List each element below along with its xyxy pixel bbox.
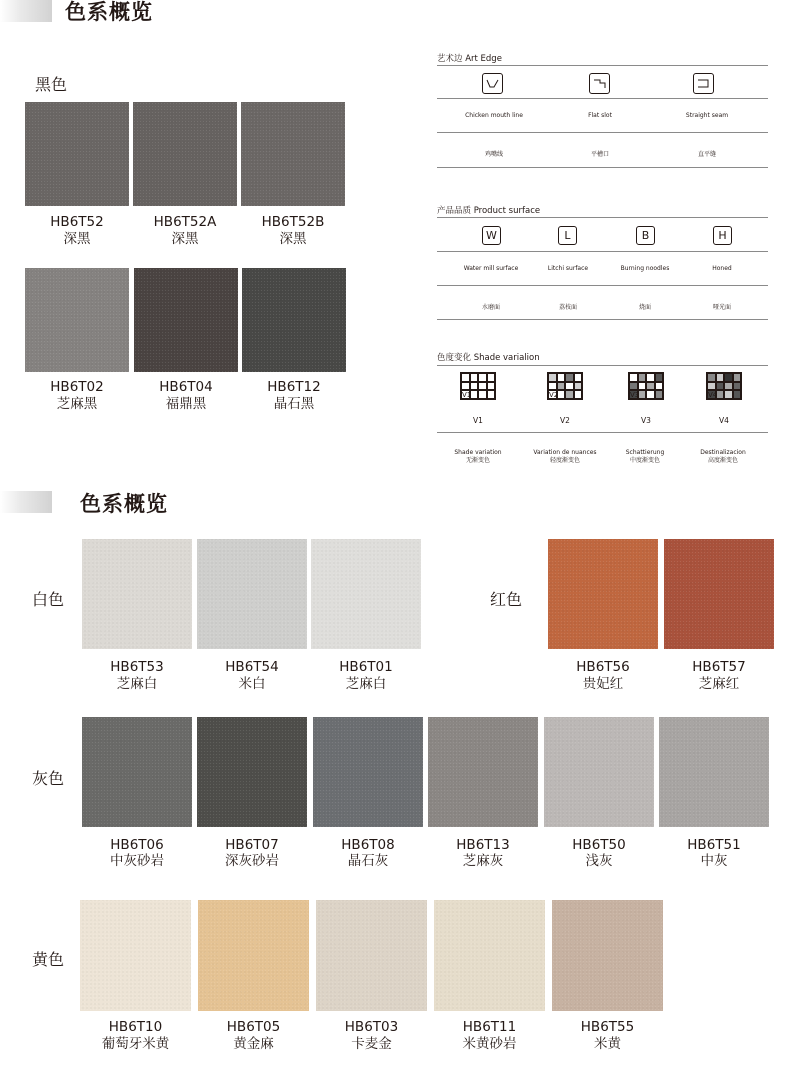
tile-swatch: [548, 539, 658, 649]
surface-zh: 水磨面: [481, 304, 500, 311]
shade-code: V2: [560, 416, 570, 425]
tile-code: HB6T53: [110, 659, 164, 675]
tile-swatch: [664, 539, 774, 649]
tile-code: HB6T50: [572, 837, 626, 853]
tile-name: 深黑: [279, 231, 307, 247]
tile-code: HB6T56: [576, 659, 630, 675]
tile-swatch: [552, 900, 663, 1011]
art-edge-zh: 平槽口: [590, 151, 609, 158]
art-edge-en: Chicken mouth line: [465, 112, 523, 119]
art-edge-en: Flat slot: [588, 112, 612, 119]
tile-code: HB6T13: [456, 837, 510, 853]
shade-desc: Schattierung 中度渐变色: [625, 449, 665, 464]
tile-name: 深黑: [171, 231, 199, 247]
tile-name: 米白: [238, 676, 266, 692]
tile-name: 中灰: [700, 853, 728, 869]
art-edge-zh: 直平缝: [697, 151, 716, 158]
tile-name: 芝麻白: [345, 676, 387, 692]
tile-code: HB6T54: [225, 659, 279, 675]
chicken-mouth-icon: [482, 73, 503, 94]
tile-swatch: [134, 268, 238, 372]
tile-swatch: [197, 717, 307, 827]
surface-w-icon: W: [482, 226, 501, 245]
divider: [437, 98, 768, 99]
surface-h-icon: H: [713, 226, 732, 245]
tile-code: HB6T10: [108, 1019, 163, 1035]
surface-b-icon: B: [636, 226, 655, 245]
tile-code: HB6T07: [225, 837, 279, 853]
tile-swatch: [316, 900, 427, 1011]
shade-code: V1: [473, 416, 483, 425]
tile-swatch: [241, 102, 345, 206]
tile-code: HB6T57: [692, 659, 746, 675]
art-edge-heading: 艺术边 Art Edge: [437, 54, 502, 64]
divider: [437, 251, 768, 252]
surface-l-icon: L: [558, 226, 577, 245]
straight-seam-icon: [693, 73, 714, 94]
tile-name: 中灰砂岩: [110, 853, 164, 869]
tile-name: 米黄砂岩: [462, 1036, 517, 1052]
tile-name: 芝麻红: [698, 676, 740, 692]
tile-code: HB6T08: [341, 837, 395, 853]
tile-name: 晶石灰: [347, 853, 389, 869]
shade-code: V4: [719, 416, 729, 425]
tile-swatch: [80, 900, 191, 1011]
tile-swatch: [434, 900, 545, 1011]
divider: [437, 285, 768, 286]
tile-code: HB6T52A: [153, 214, 217, 230]
tile-name: 芝麻白: [116, 676, 158, 692]
divider: [437, 132, 768, 133]
shade-v4-icon: V4: [706, 372, 742, 400]
shade-desc: Destinalizacion 高度渐变色: [700, 449, 746, 464]
tile-name: 深灰砂岩: [225, 853, 279, 869]
divider: [437, 217, 768, 218]
tile-name: 卡麦金: [351, 1036, 392, 1052]
shade-desc: Variation de nuances 轻度渐变色: [533, 449, 597, 464]
tile-code: HB6T05: [226, 1019, 281, 1035]
tile-code: HB6T02: [50, 379, 104, 395]
tile-swatch: [25, 268, 129, 372]
tile-swatch: [428, 717, 538, 827]
section-header-bar: [0, 0, 52, 22]
tile-name: 浅灰: [585, 853, 613, 869]
tile-code: HB6T11: [462, 1019, 517, 1035]
tile-swatch: [659, 717, 769, 827]
tile-name: 晶石黑: [273, 396, 315, 412]
color-group-label-black: 黑色: [35, 75, 68, 94]
tile-code: HB6T04: [159, 379, 213, 395]
product-surface-heading: 产品品质 Product surface: [437, 206, 541, 216]
tile-name: 深黑: [63, 231, 91, 247]
tile-code: HB6T52B: [261, 214, 325, 230]
tile-name: 芝麻灰: [462, 853, 504, 869]
tile-swatch: [25, 102, 129, 206]
surface-en: Litchi surface: [547, 265, 589, 272]
art-edge-en: Straight seam: [685, 112, 729, 119]
tile-code: HB6T12: [267, 379, 321, 395]
divider: [437, 365, 768, 366]
art-edge-zh: 鸡嘴线: [484, 151, 503, 158]
surface-en: Honed: [712, 265, 732, 272]
tile-swatch: [313, 717, 423, 827]
tile-swatch: [82, 717, 192, 827]
surface-en: Water mill surface: [463, 265, 519, 272]
shade-desc: Shade variation 无渐变色: [454, 449, 502, 464]
divider: [437, 167, 768, 168]
section-header-bar: [0, 491, 52, 513]
divider: [437, 319, 768, 320]
tile-code: HB6T06: [110, 837, 164, 853]
shade-v1-icon: V1: [460, 372, 496, 400]
section-title-top: 色系概览: [65, 0, 153, 24]
tile-name: 葡萄牙米黄: [101, 1036, 170, 1052]
tile-name: 福鼎黑: [165, 396, 207, 412]
color-group-label-red: 红色: [490, 590, 523, 609]
shade-variation-heading: 色度变化 Shade varialion: [437, 353, 540, 363]
tile-swatch: [311, 539, 421, 649]
tile-code: HB6T01: [339, 659, 393, 675]
divider: [437, 432, 768, 433]
shade-code: V3: [641, 416, 651, 425]
divider: [437, 65, 768, 66]
surface-zh: 烧面: [638, 304, 651, 311]
surface-en: Burning noodles: [620, 265, 670, 272]
tile-swatch: [198, 900, 309, 1011]
surface-zh: 荔枝面: [558, 304, 577, 311]
tile-swatch: [197, 539, 307, 649]
tile-name: 黄金麻: [233, 1036, 274, 1052]
color-group-label-grey: 灰色: [32, 769, 65, 788]
tile-name: 贵妃红: [582, 676, 624, 692]
tile-swatch: [544, 717, 654, 827]
tile-swatch: [242, 268, 346, 372]
tile-swatch: [133, 102, 237, 206]
color-group-label-white: 白色: [32, 590, 65, 609]
color-group-label-yellow: 黄色: [32, 950, 65, 969]
tile-name: 芝麻黑: [56, 396, 98, 412]
tile-name: 米黄: [594, 1036, 621, 1052]
shade-v2-icon: V2: [547, 372, 583, 400]
flat-slot-icon: [589, 73, 610, 94]
tile-code: HB6T51: [687, 837, 741, 853]
tile-swatch: [82, 539, 192, 649]
tile-code: HB6T55: [580, 1019, 635, 1035]
tile-code: HB6T52: [50, 214, 104, 230]
shade-v3-icon: V3: [628, 372, 664, 400]
surface-zh: 哑光面: [712, 304, 731, 311]
tile-code: HB6T03: [344, 1019, 399, 1035]
section-title-bottom: 色系概览: [80, 492, 168, 516]
